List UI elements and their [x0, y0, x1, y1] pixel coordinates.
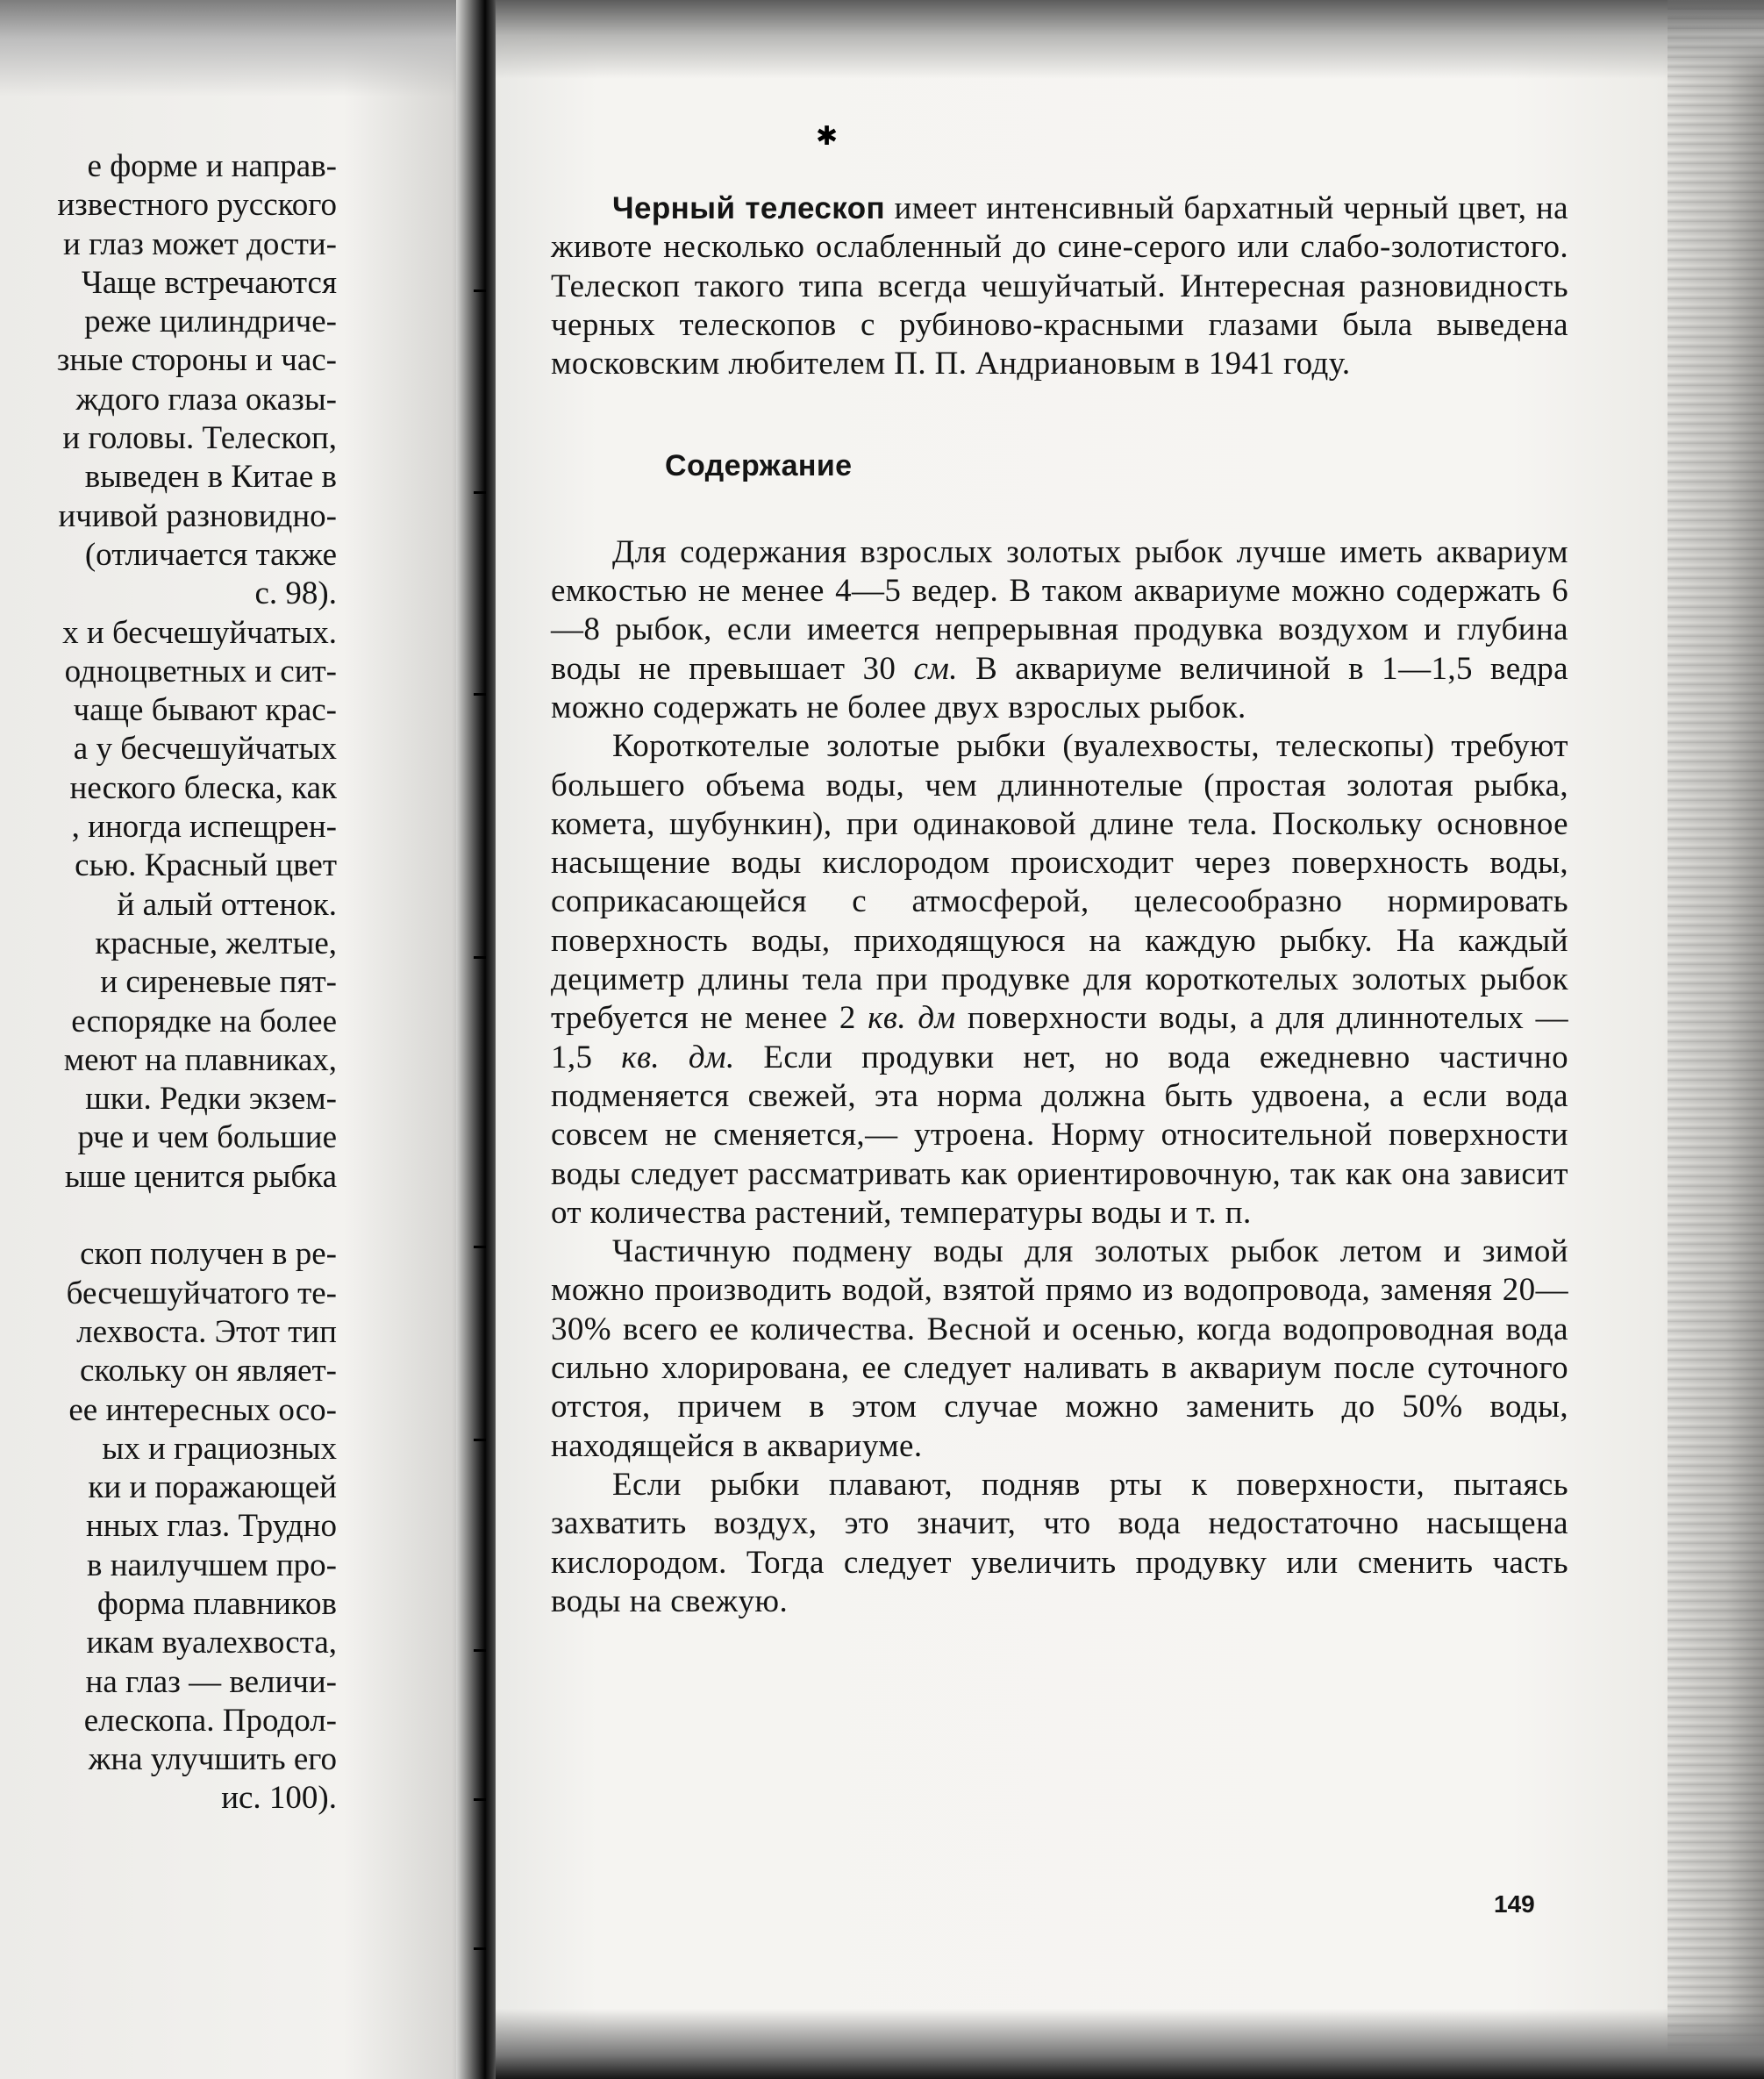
left-page-line [0, 1197, 481, 1235]
right-page-text [551, 189, 1568, 1621]
paragraph-water-change: Частичную подмену воды для золотых рыбок летом и зимой можно производить водой, взятой прямо из водопровода, заменяя 20—30% всего ее количества. Весной и осенью, когда водопроводная вода сильно хлорирована, ее следует наливать в аквариум после суточного отстоя, причем в этом случае можно заменить до 50% воды, находящейся в аквариуме. [551, 1233, 1568, 1464]
scan-shadow-bottom [496, 2009, 1764, 2079]
left-page-line: жна улучшить его [88, 1741, 337, 1778]
left-page-line: с. 98). [254, 575, 337, 612]
unit-text: кв. дм. [621, 1039, 735, 1075]
paragraph-aquarium-volume [551, 533, 1568, 727]
left-page-line: рче и чем большие [77, 1119, 337, 1156]
left-page-line: ждого глаза оказы- [75, 381, 337, 418]
left-page-line: еспорядке на более [71, 1003, 337, 1040]
left-page-line: неского блеска, как [69, 769, 337, 806]
left-page-line: ис. 100). [221, 1780, 337, 1817]
left-page-line: реже цилиндриче- [84, 304, 337, 340]
binding-stitches [474, 0, 491, 2079]
left-page-line: лехвоста. Этот тип [76, 1313, 337, 1350]
left-page-line: а у бесчешуйчатых [73, 731, 337, 768]
left-page-line: , иногда испещрен- [71, 809, 337, 846]
left-page-line: на глаз — величи- [85, 1663, 337, 1700]
left-page-line: в наилучшем про- [86, 1547, 337, 1583]
paragraph-black-telescope [551, 189, 1568, 383]
paragraph-surface-norm [551, 727, 1568, 1232]
left-page-line: (отличается также [84, 536, 337, 573]
paragraph-text: В аквариуме величиной в 1—1,5 ведра можно содержать не более двух взрослых рыбок. [551, 650, 1568, 725]
left-page-line: и головы. Телескоп, [62, 420, 337, 457]
left-page-line: х и бесчешуйчатых. [62, 614, 337, 651]
left-page-line: форма плавников [96, 1585, 337, 1622]
left-page-line: скоп получен в ре- [80, 1236, 337, 1273]
left-page-line: й алый оттенок. [117, 886, 337, 923]
paragraph-text: поверхности воды, а для длиннотелых — 1,5 [551, 1000, 1568, 1075]
print-speck: ✱ [816, 122, 839, 151]
left-page-line: Чаще встречаются [81, 264, 337, 301]
left-page-line: скольку он являет- [79, 1353, 337, 1390]
left-page-line: меют на плавниках, [63, 1041, 337, 1078]
left-page-line: нных глаз. Трудно [85, 1508, 337, 1545]
left-page-line: елескопа. Продол- [83, 1702, 337, 1739]
left-page-line: красные, желтые, [95, 925, 337, 961]
left-page-line: зные стороны и час- [56, 342, 337, 379]
page-edge-stack [1668, 0, 1764, 2079]
unit-text: кв. дм [868, 1000, 956, 1037]
left-page-line: чаще бывают крас- [73, 692, 337, 729]
page-number: 149 [1494, 1890, 1535, 1918]
left-page-line: известного русского [57, 187, 337, 224]
section-heading: Содержание [665, 449, 853, 483]
left-page-line: е форме и направ- [87, 148, 337, 184]
unit-text: см. [913, 650, 958, 687]
paragraph-text: Если продувки нет, но вода ежедневно частично подменяется свежей, эта норма должна быть удвоена, а если вода совсем не сменяется,— утроена. Норму относительной поверхности воды следует рассматривать как ориентировочную, так как она зависит от количества растений, температуры воды и т. п. [551, 1039, 1569, 1231]
left-page-line: ки и поражающей [88, 1469, 337, 1506]
left-page-line: ых и грациозных [102, 1430, 337, 1467]
paragraph-text: Для содержания взрослых золотых рыбок лучше иметь аквариум емкостью не менее 4—5 ведер. В таком аквариуме можно содержать 6—8 рыбок, если имеется непрерывная продувка воздухом и глубина воды не превышает 30 [551, 533, 1568, 687]
paragraph-oxygen: Если рыбки плавают, подняв рты к поверхности, пытаясь захватить воздух, это значит, что вода недостаточно насыщена кислородом. Тогда следует увеличить продувку или сменить часть воды на свежую. [551, 1466, 1568, 1619]
left-page-line: одноцветных и сит- [64, 653, 337, 689]
paragraph-text: имеет интенсивный бархатный черный цвет, на животе несколько ослабленный до сине-серого или слабо-золотистого. Телескоп такого типа всегда чешуйчатый. Интересная разновидность черных телескопов с рубиново-красными глазами была выведена московским любителем П. П. Андриановым в 1941 году. [551, 190, 1568, 382]
term-black-telescope: Черный телескоп [612, 191, 886, 225]
left-page [0, 0, 491, 2079]
left-page-line: сью. Красный цвет [75, 847, 337, 884]
left-page-text-column [0, 147, 481, 1818]
scan-shadow-top [0, 0, 491, 96]
paragraph-text: Короткотелые золотые рыбки (вуалехвосты, телескопы) требуют большего объема воды, чем длиннотелые (простая золотая рыбка, комета, шубункин), при одинаковой длине тела. Поскольку основное насыщение воды кислородом происходит через поверхность воды, соприкасающейся с атмосферой, целесообразно нормировать поверхность воды, приходящуюся на каждую рыбку. На каждый дециметр длины тела при продувке для короткотелых золотых рыбок требуется не менее 2 [551, 728, 1568, 1037]
left-page-line: бесчешуйчатого те- [66, 1275, 337, 1311]
left-page-line: ее интересных осо- [68, 1391, 337, 1428]
left-page-line: и сиреневые пят- [100, 964, 337, 1001]
left-page-line: шки. Редки экзем- [85, 1081, 337, 1118]
left-page-line: ыше ценится рыбка [64, 1158, 337, 1195]
left-page-line: и глаз может дости- [63, 225, 337, 262]
scan-shadow-top [496, 0, 1764, 79]
left-page-line: икам вуалехвоста, [86, 1625, 337, 1661]
left-page-line: ичивой разновидно- [58, 497, 337, 534]
left-page-line: выведен в Китае в [84, 459, 337, 496]
